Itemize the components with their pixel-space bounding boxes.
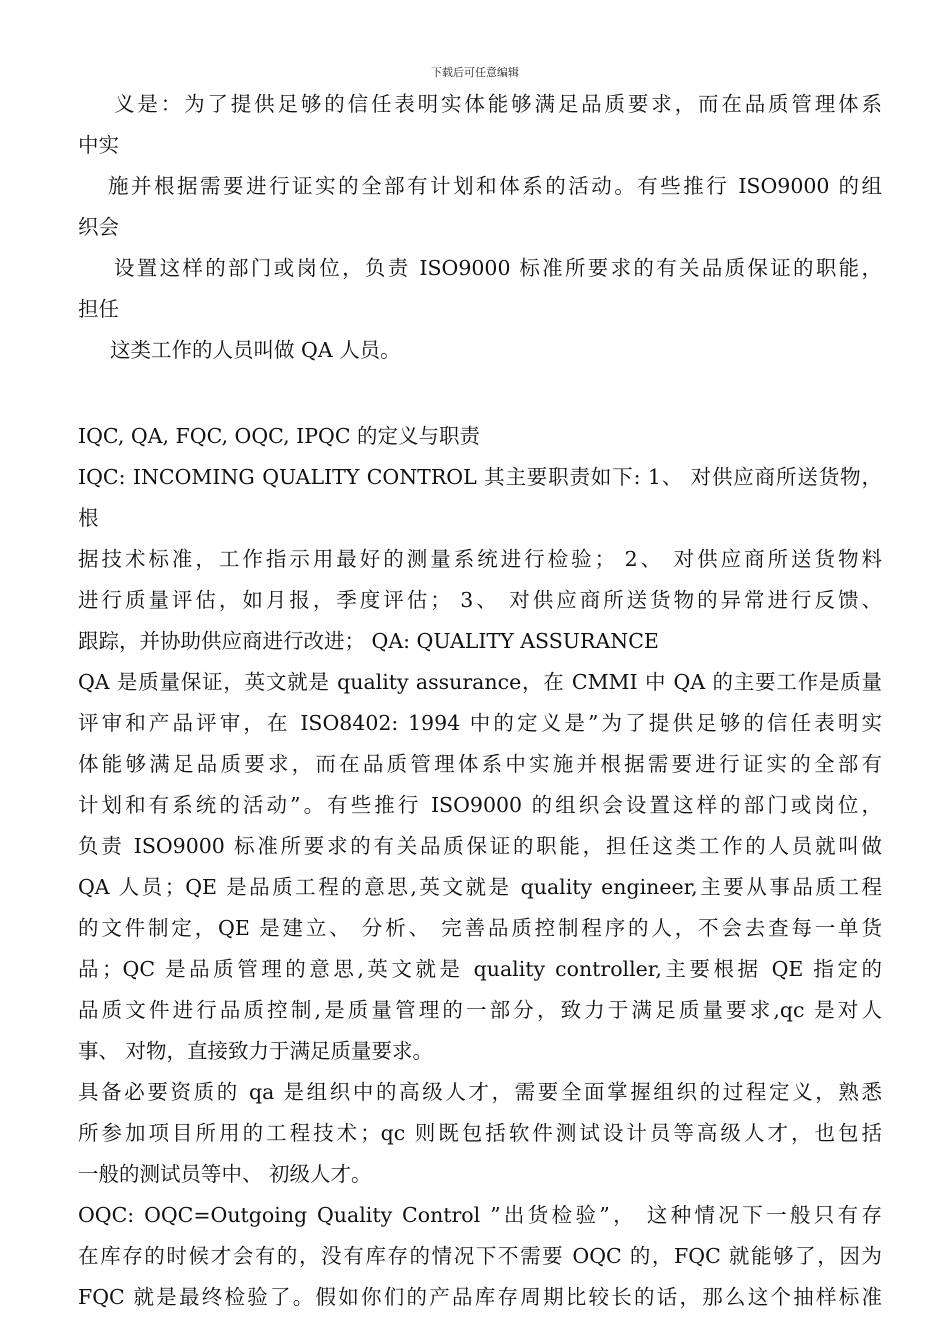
body-line: 负责 ISO9000 标准所要求的有关品质保证的职能，担任这类工作的人员就叫做 (78, 834, 882, 858)
body-line: 一般的测试员等中、 初级人才。 (78, 1162, 372, 1186)
body-line: 据技术标准，工作指示用最好的测量系统进行检验； 2、 对供应商所送货物料 (78, 547, 882, 571)
body-line: 所参加项目所用的工程技术；qc 则既包括软件测试设计员等高级人才，也包括 (78, 1121, 882, 1145)
body-line: 体能够满足品质要求，而在品质管理体系中实施并根据需要进行证实的全部有 (78, 752, 882, 776)
body-line: 品质文件进行品质控制,是质量管理的一部分，致力于满足质量要求,qc 是对人 (78, 998, 882, 1022)
body-line: QA 是质量保证，英文就是 quality assurance，在 CMMI 中 QA 的主要工作是质量 (78, 670, 882, 694)
intro-line: 中实 (78, 133, 119, 157)
body-line: IQC: INCOMING QUALITY CONTROL 其主要职责如下: 1、 对供应商所送货物，根 (78, 465, 882, 530)
body-line: OQC: OQC=Outgoing Quality Control ”出货检验”， 这种情况下一般只有存 (78, 1203, 882, 1227)
body-line: 具备必要资质的 qa 是组织中的高级人才，需要全面掌握组织的过程定义，熟悉 (78, 1080, 882, 1104)
body-line: FQC 就是最终检验了。假如你们的产品库存周期比较长的话，那么这个抽样标准 (78, 1285, 882, 1309)
body-line: QA 人员；QE 是品质工程的意思,英文就是 quality engineer,主要从事品质工程 (78, 875, 882, 899)
body-line: 计划和有系统的活动”。有些推行 ISO9000 的组织会设置这样的部门或岗位， (78, 793, 882, 817)
body-line: 品；QC 是品质管理的意思,英文就是 quality controller,主要根据 QE 指定的 (78, 957, 882, 981)
intro-line: 义是：为了提供足够的信任表明实体能够满足品质要求，而在品质管理体系 (114, 92, 882, 116)
section-title: IQC, QA, FQC, OQC, IPQC 的定义与职责 (78, 424, 481, 448)
body-line: 的文件制定，QE 是建立、 分析、 完善品质控制程序的人，不会去查每一单货 (78, 916, 882, 940)
intro-line: 织会 (78, 215, 119, 239)
body-line: 进行质量评估，如月报，季度评估； 3、 对供应商所送货物的异常进行反馈、 (78, 588, 882, 612)
intro-line: 设置这样的部门或岗位，负责 ISO9000 标准所要求的有关品质保证的职能， (114, 256, 882, 280)
intro-line: 担任 (78, 297, 119, 321)
body-line: 跟踪，并协助供应商进行改进； QA: QUALITY ASSURANCE (78, 629, 659, 653)
document-body (78, 84, 882, 1318)
paragraph-spacer (78, 371, 882, 416)
body-line: 在库存的时候才会有的，没有库存的情况下不需要 OQC 的，FQC 就能够了，因为 (78, 1244, 882, 1268)
body-line: 事、 对物，直接致力于满足质量要求。 (78, 1039, 434, 1063)
intro-line: 施并根据需要进行证实的全部有计划和体系的活动。有些推行 ISO9000 的组 (108, 174, 882, 198)
intro-line: 这类工作的人员叫做 QA 人员。 (110, 338, 401, 362)
body-line: 评审和产品评审，在 ISO8402: 1994 中的定义是”为了提供足够的信任表明实 (78, 711, 882, 735)
page-header-note: 下载后可任意编辑 (431, 66, 519, 79)
